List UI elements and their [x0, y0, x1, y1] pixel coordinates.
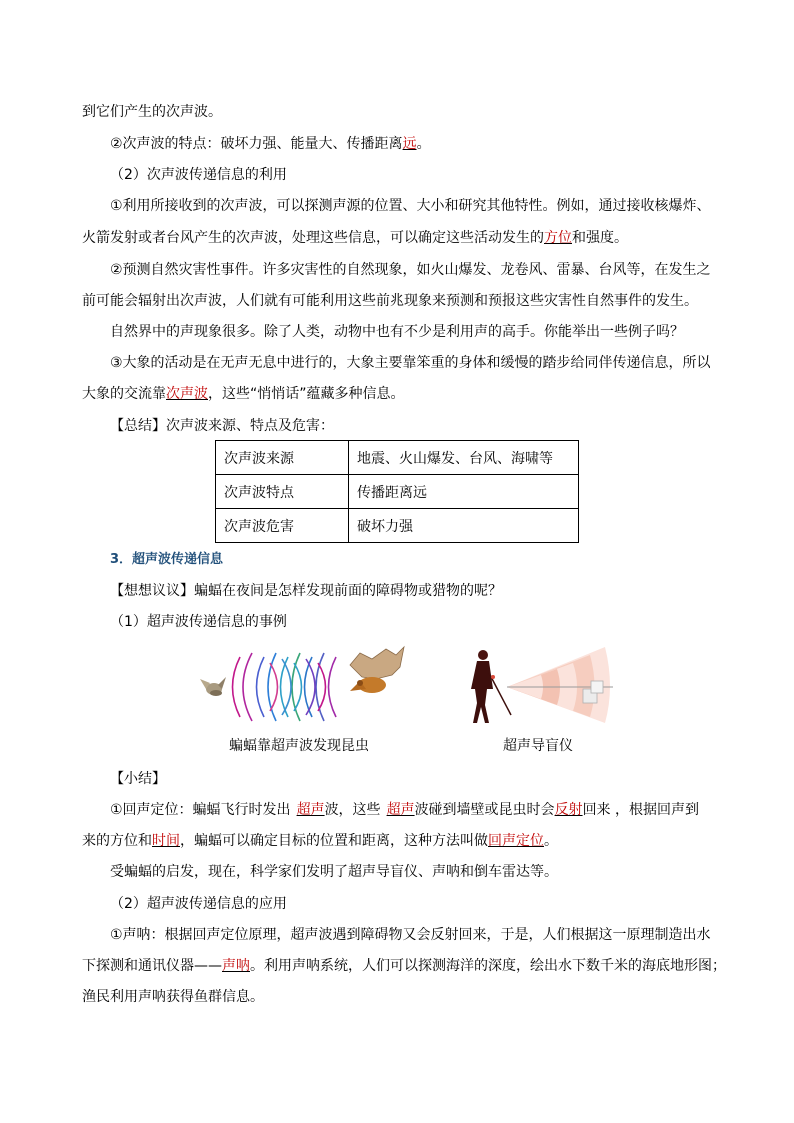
answer-blank: 回声定位 — [488, 833, 544, 849]
text: 和强度。 — [572, 230, 628, 246]
para-8-line1 — [110, 801, 699, 819]
small-summary: 【小结】 — [110, 771, 166, 787]
answer-blank: 时间 — [152, 833, 180, 849]
section-heading: 3．超声波传递信息 — [110, 552, 224, 567]
text: ，这些“悄悄话”蕴藏多种信息。 — [208, 386, 405, 402]
think-discuss: 【想想议议】蝙蝠在夜间是怎样发现前面的障碍物或猎物的呢？ — [110, 583, 502, 599]
text: 来的方位和 — [82, 833, 152, 849]
text: 火箭发射或者台风产生的次声波，处理这些信息，可以确定这些活动发生的 — [82, 230, 544, 246]
para-6: 自然界中的声现象很多。除了人类，动物中也有不少是利用声的高手。你能举出一些例子吗？ — [110, 324, 684, 340]
table-cell: 破坏力强 — [349, 509, 579, 543]
para-7-line2 — [82, 385, 405, 403]
text: 波碰到墙壁或昆虫时会 — [414, 802, 555, 818]
subheading-applications: （2）超声波传递信息的应用 — [110, 896, 287, 912]
para-2 — [110, 135, 431, 153]
para-10-line1: ①声呐：根据回声定位原理，超声波遇到障碍物又会反射回来，于是，人们根据这一原理制造出水 — [110, 927, 711, 943]
text: 波，这些 — [324, 802, 381, 818]
para-5-line1: ②预测自然灾害性事件。许多灾害性的自然现象，如火山爆发、龙卷风、雷暴、台风等，在发生之 — [110, 262, 711, 278]
table-cell: 次声波特点 — [216, 475, 349, 509]
para-4-line2 — [82, 229, 628, 247]
summary-table — [215, 440, 579, 543]
table-row — [216, 509, 579, 543]
para-5-line2: 前可能会辐射出次声波，人们就有可能利用这些前兆现象来预测和预报这些灾害性自然事件的发生。 — [82, 293, 698, 309]
para-8-line2 — [82, 832, 558, 850]
para-7-line1: ③大象的活动是在无声无息中进行的，大象主要靠笨重的身体和缓慢的踏步给同伴传递信息，所以 — [110, 355, 711, 371]
text: ，蝙蝠可以确定目标的位置和距离，这种方法叫做 — [180, 833, 488, 849]
table-cell: 次声波危害 — [216, 509, 349, 543]
para-9: 受蝙蝠的启发，现在，科学家们发明了超声导盲仪、声呐和倒车雷达等。 — [110, 864, 558, 880]
answer-blank: 次声波 — [166, 386, 208, 402]
summary-title: 【总结】次声波来源、特点及危害： — [110, 418, 334, 434]
answer-blank: 声呐 — [222, 958, 250, 974]
table-cell: 地震、火山爆发、台风、海啸等 — [349, 441, 579, 475]
text: 回来 ，根据回声到 — [582, 802, 700, 818]
text: ； — [712, 958, 726, 974]
text: 。 — [544, 833, 558, 849]
ultrasound-waves — [233, 653, 337, 721]
text: ①回声定位：蝙蝠飞行时发出 — [110, 802, 291, 818]
person-icon — [471, 650, 511, 723]
text: ②次声波的特点：破坏力强、能量大、传播距离 — [110, 136, 403, 152]
answer-blank: 超声 — [386, 802, 415, 818]
table-row — [216, 441, 579, 475]
table-cell: 次声波来源 — [216, 441, 349, 475]
text: 。 — [416, 136, 431, 152]
bat-icon — [350, 647, 404, 693]
answer-blank: 方位 — [544, 230, 572, 246]
subheading-examples: （1）超声波传递信息的事例 — [110, 614, 287, 630]
caption-bat: 蝙蝠靠超声波发现昆虫 — [229, 738, 369, 754]
para-10-line3: 渔民利用声呐获得鱼群信息。 — [82, 989, 264, 1005]
para-4-line1: ①利用所接收到的次声波，可以探测声源的位置、大小和研究其他特性。例如，通过接收核爆炸、 — [110, 198, 711, 214]
table-row — [216, 475, 579, 509]
answer-blank: 反射 — [554, 802, 583, 818]
ultrasonic-guide-figure — [465, 645, 615, 725]
para-3: （2）次声波传递信息的利用 — [110, 167, 287, 183]
answer-blank: 远 — [402, 136, 417, 152]
answer-blank: 超声 — [296, 802, 325, 818]
para-1: 到它们产生的次声波。 — [82, 104, 222, 120]
text: 下探测和通讯仪器—— — [82, 958, 222, 974]
para-10-line2 — [82, 957, 726, 975]
table-cell: 传播距离远 — [349, 475, 579, 509]
caption-blind-guide: 超声导盲仪 — [503, 738, 573, 754]
text: 。利用声呐系统，人们可以探测海洋的深度，绘出水下数千米的海底地形图 — [250, 958, 712, 974]
text: 大象的交流靠 — [82, 386, 166, 402]
bat-echolocation-figure — [200, 645, 410, 730]
moth-icon — [200, 677, 226, 696]
